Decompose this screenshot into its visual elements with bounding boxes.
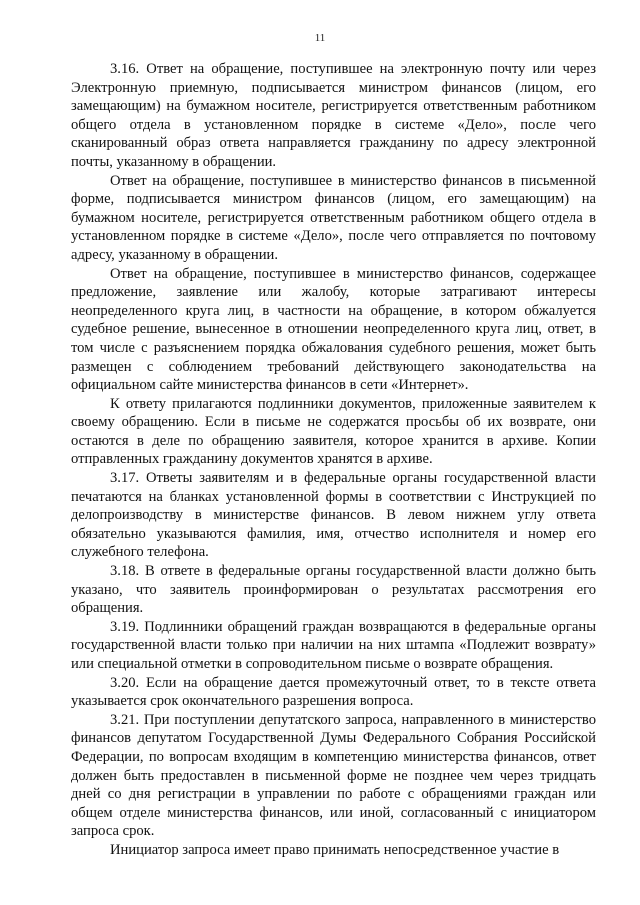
paragraph-3-20: 3.20. Если на обращение дается промежуточный ответ, то в тексте ответа указывается срок окончательного разрешения вопроса. — [71, 674, 596, 710]
paragraph-3-17: 3.17. Ответы заявителям и в федеральные органы государственной власти печатаются на бланках установленной формы в соответствии с Инструкцией по делопроизводству в министерстве финансов. В левом нижнем углу ответа обязательно указываются фамилия, имя, отчество исполнителя и номер его служебного телефона. — [71, 470, 596, 561]
page-number: 11 — [314, 32, 326, 44]
paragraph-3-18: 3.18. В ответе в федеральные органы государственной власти должно быть указано, что заявитель проинформирован о результатах рассмотрения его обращения. — [71, 563, 596, 617]
paragraph-initiator-participation: Инициатор запроса имеет право принимать непосредственное участие в — [110, 841, 560, 858]
document-body — [71, 60, 596, 860]
paragraph-3-16: 3.16. Ответ на обращение, поступившее на электронную почту или через Электронную приемную, подписывается министром финансов (лицом, его замещающим) на бумажном носителе, регистрируется ответственным работником общего отдела в установленном порядке в системе «Дело», после чего сканированный образ ответа направляется гражданину по адресу электронной почты, указанному в обращении. — [71, 61, 596, 170]
paragraph-written-form-answer: Ответ на обращение, поступившее в министерство финансов в письменной форме, подписывается министром финансов (лицом, его замещающим) на бумажном носителе, регистрируется ответственным работником общего отдела в установленном порядке в системе «Дело», после чего отправляется по почтовому адресу, указанному в обращении. — [71, 172, 596, 263]
paragraph-attached-documents: К ответу прилагаются подлинники документов, приложенные заявителем к своему обращению. Если в письме не содержатся просьбы об их возврате, они остаются в деле по обращению заявителя, которое хранится в архиве. Копии отправленных гражданину документов хранятся в архиве. — [71, 395, 596, 468]
paragraph-3-21: 3.21. При поступлении депутатского запроса, направленного в министерство финансов депутатом Государственной Думы Федерального Собрания Российской Федерации, по вопросам входящим в компетенцию министерства финансов, ответ должен быть предоставлен в письменной форме не позднее чем через тридцать дней со дня регистрации в управлении по работе с обращениями граждан или общем отделе министерства финансов, или иной, согласованный с инициатором запроса срок. — [71, 711, 596, 840]
paragraph-3-19: 3.19. Подлинники обращений граждан возвращаются в федеральные органы государственной власти только при наличии на них штампа «Подлежит возврату» или специальной отметки в сопроводительном письме о возврате обращения. — [71, 618, 596, 672]
paragraph-public-interest-answer: Ответ на обращение, поступившее в министерство финансов, содержащее предложение, заявление или жалобу, которые затрагивают интересы неопределенного круга лиц, в частности на обращение, в котором обжалуется судебное решение, вынесенное в отношении неопределенного круга лиц, ответ, в том числе с разъяснением порядка обжалования судебного решения, может быть размещен с соблюдением требований действующего законодательства на официальном сайте министерства финансов в сети «Интернет». — [71, 265, 596, 394]
